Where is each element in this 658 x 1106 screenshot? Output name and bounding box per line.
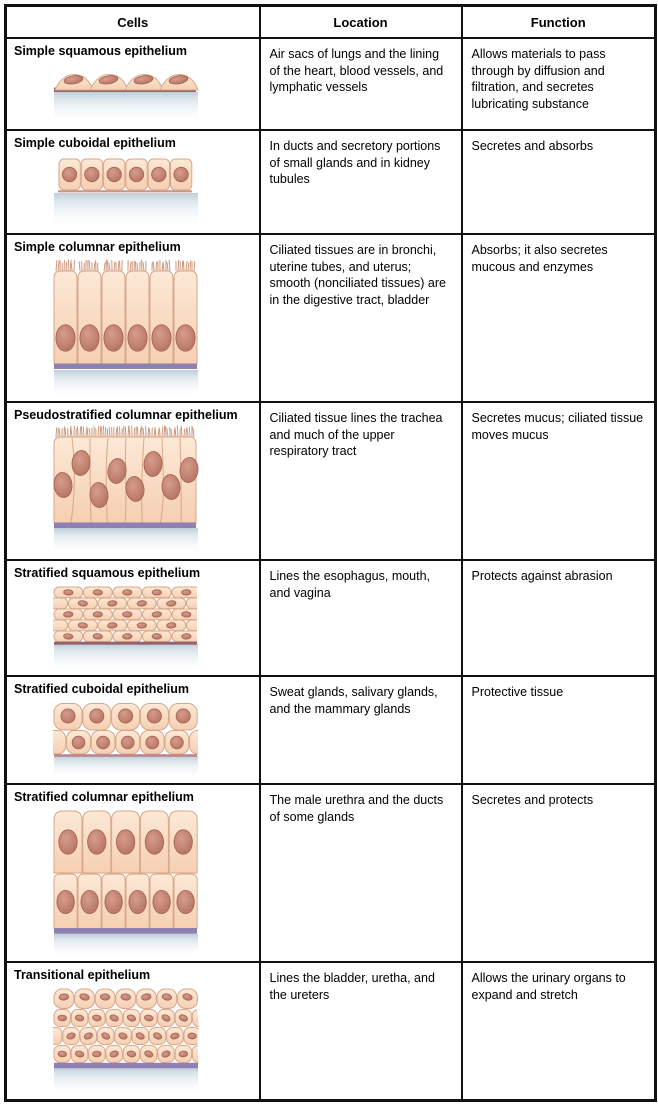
table-row <box>6 676 656 784</box>
column-header-location: Location <box>260 6 462 39</box>
header-row <box>6 6 656 39</box>
function-cell: Secretes mucus; ciliated tissue moves mucus <box>462 402 656 560</box>
table-row <box>6 962 656 1101</box>
cells-cell <box>6 962 260 1101</box>
cells-cell <box>6 130 260 234</box>
cells-cell <box>6 676 260 784</box>
stratified-columnar-epithelium-illustration <box>50 807 200 957</box>
function-cell: Secretes and absorbs <box>462 130 656 234</box>
table-row <box>6 560 656 676</box>
table-row <box>6 234 656 402</box>
simple-columnar-epithelium-illustration <box>50 257 200 397</box>
location-cell: In ducts and secretory portions of small glands and in kidney tubules <box>260 130 462 234</box>
simple-cuboidal-epithelium-illustration <box>50 153 200 229</box>
function-cell: Protects against abrasion <box>462 560 656 676</box>
column-header-cells: Cells <box>6 6 260 39</box>
function-cell: Allows materials to pass through by diffusion and filtration, and secretes lubricating substance <box>462 38 656 130</box>
tissue-name: Stratified cuboidal epithelium <box>14 682 253 696</box>
column-header-function: Function <box>462 6 656 39</box>
transitional-epithelium-illustration <box>50 985 200 1095</box>
cells-cell <box>6 234 260 402</box>
location-cell: Lines the bladder, uretha, and the ureters <box>260 962 462 1101</box>
epithelium-table <box>4 4 657 1102</box>
location-cell: Air sacs of lungs and the lining of the heart, blood vessels, and lymphatic vessels <box>260 38 462 130</box>
location-cell: Sweat glands, salivary glands, and the mammary glands <box>260 676 462 784</box>
location-cell: Ciliated tissue lines the trachea and much of the upper respiratory tract <box>260 402 462 560</box>
tissue-name: Simple columnar epithelium <box>14 240 253 254</box>
table-row <box>6 402 656 560</box>
cells-cell <box>6 784 260 962</box>
location-cell: Ciliated tissues are in bronchi, uterine tubes, and uterus; smooth (nonciliated tissues) are in the digestive tract, bladder <box>260 234 462 402</box>
tissue-name: Stratified squamous epithelium <box>14 566 253 580</box>
function-cell: Protective tissue <box>462 676 656 784</box>
function-cell: Allows the urinary organs to expand and stretch <box>462 962 656 1101</box>
table-body <box>6 38 656 1101</box>
table-header <box>6 6 656 39</box>
function-cell: Secretes and protects <box>462 784 656 962</box>
table-row <box>6 784 656 962</box>
pseudostratified-columnar-epithelium-illustration <box>50 425 200 555</box>
tissue-name: Pseudostratified columnar epithelium <box>14 408 253 422</box>
table-row <box>6 130 656 234</box>
location-cell: The male urethra and the ducts of some glands <box>260 784 462 962</box>
cells-cell <box>6 38 260 130</box>
tissue-name: Simple cuboidal epithelium <box>14 136 253 150</box>
location-cell: Lines the esophagus, mouth, and vagina <box>260 560 462 676</box>
tissue-name: Simple squamous epithelium <box>14 44 253 58</box>
table-row <box>6 38 656 130</box>
tissue-name: Stratified columnar epithelium <box>14 790 253 804</box>
stratified-squamous-epithelium-illustration <box>50 583 200 671</box>
tissue-name: Transitional epithelium <box>14 968 253 982</box>
simple-squamous-epithelium-illustration <box>50 61 200 125</box>
cells-cell <box>6 560 260 676</box>
function-cell: Absorbs; it also secretes mucous and enzymes <box>462 234 656 402</box>
cells-cell <box>6 402 260 560</box>
stratified-cuboidal-epithelium-illustration <box>50 699 200 779</box>
